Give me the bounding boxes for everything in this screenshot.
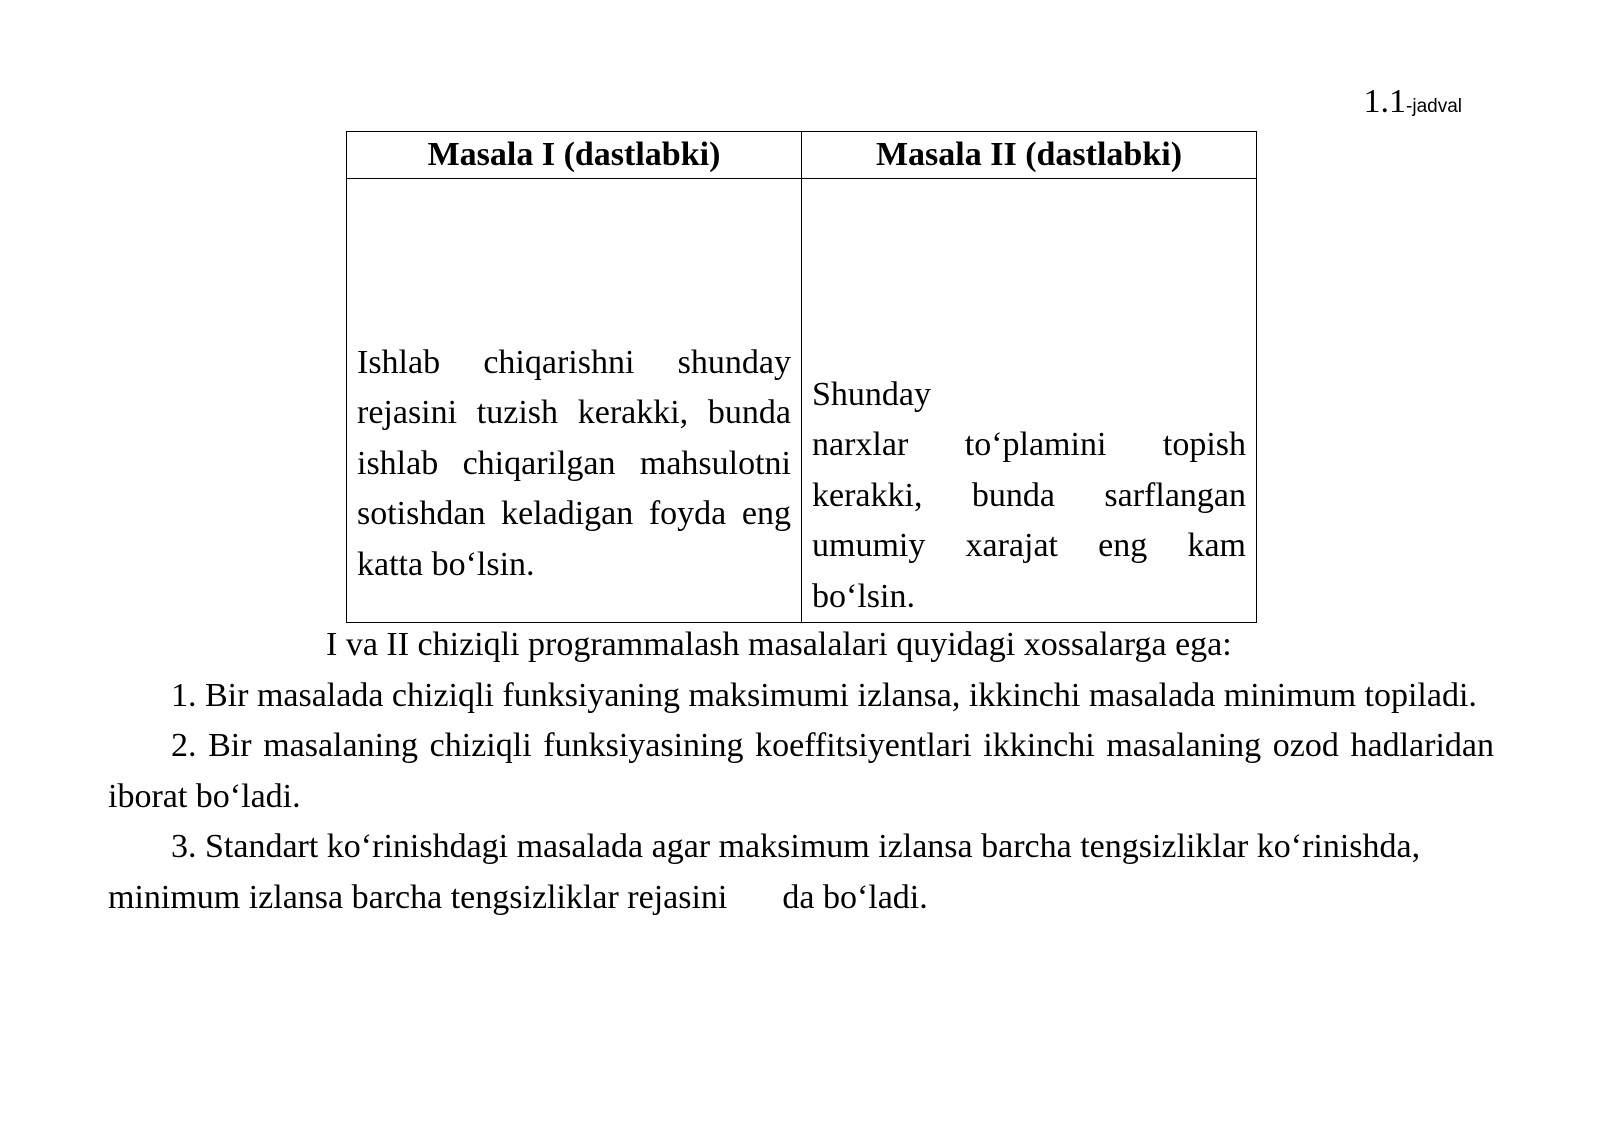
header-masala-1: Masala I (dastlabki) bbox=[347, 132, 802, 179]
comparison-table bbox=[346, 131, 1257, 623]
table-number: 1.1 bbox=[1363, 83, 1407, 120]
cell-text-masala-1: Ishlab chiqarishni shunday rejasini tuzish kerakki, bunda ishlab chiqarilgan mahsulotni sotishdan keladigan foyda eng katta bo‘lsin. bbox=[357, 343, 791, 583]
header-masala-2: Masala II (dastlabki) bbox=[802, 132, 1257, 179]
cell-text-masala-2-rest: narxlar to‘plamini topish kerakki, bunda sarflangan umumiy xarajat eng kam bo‘lsin. bbox=[812, 426, 1246, 615]
property-item-1: 1. Bir masalada chiziqli funksiyaning maksimumi izlansa, ikkinchi masalada minimum topiladi. bbox=[171, 676, 1477, 714]
property-item-2: 2. Bir masalaning chiziqli funksiyasining koeffitsiyentlari ikkinchi masalaning ozod hadlaridan iborat bo‘ladi. bbox=[108, 727, 1494, 815]
cell-masala-2 bbox=[802, 179, 1257, 623]
body-text bbox=[108, 620, 1494, 923]
property-item-3-end: da bo‘ladi. bbox=[782, 878, 928, 916]
table-row bbox=[347, 179, 1257, 623]
property-item-3 bbox=[108, 822, 1494, 923]
table-header-row bbox=[347, 132, 1257, 179]
intro-paragraph: I va II chiziqli programmalash masalalari quyidagi xossalarga ega: bbox=[326, 626, 1232, 663]
property-item-3-text: 3. Standart ko‘rinishdagi masalada agar maksimum izlansa barcha tengsizliklar ko‘rinishda, minimum izlansa barcha tengsizliklar rejasini bbox=[108, 828, 1421, 916]
cell-text-masala-2-first: Shunday bbox=[812, 375, 931, 413]
cell-masala-1 bbox=[347, 179, 802, 623]
table-caption bbox=[1364, 82, 1462, 127]
table-label: -jadval bbox=[1406, 96, 1462, 117]
